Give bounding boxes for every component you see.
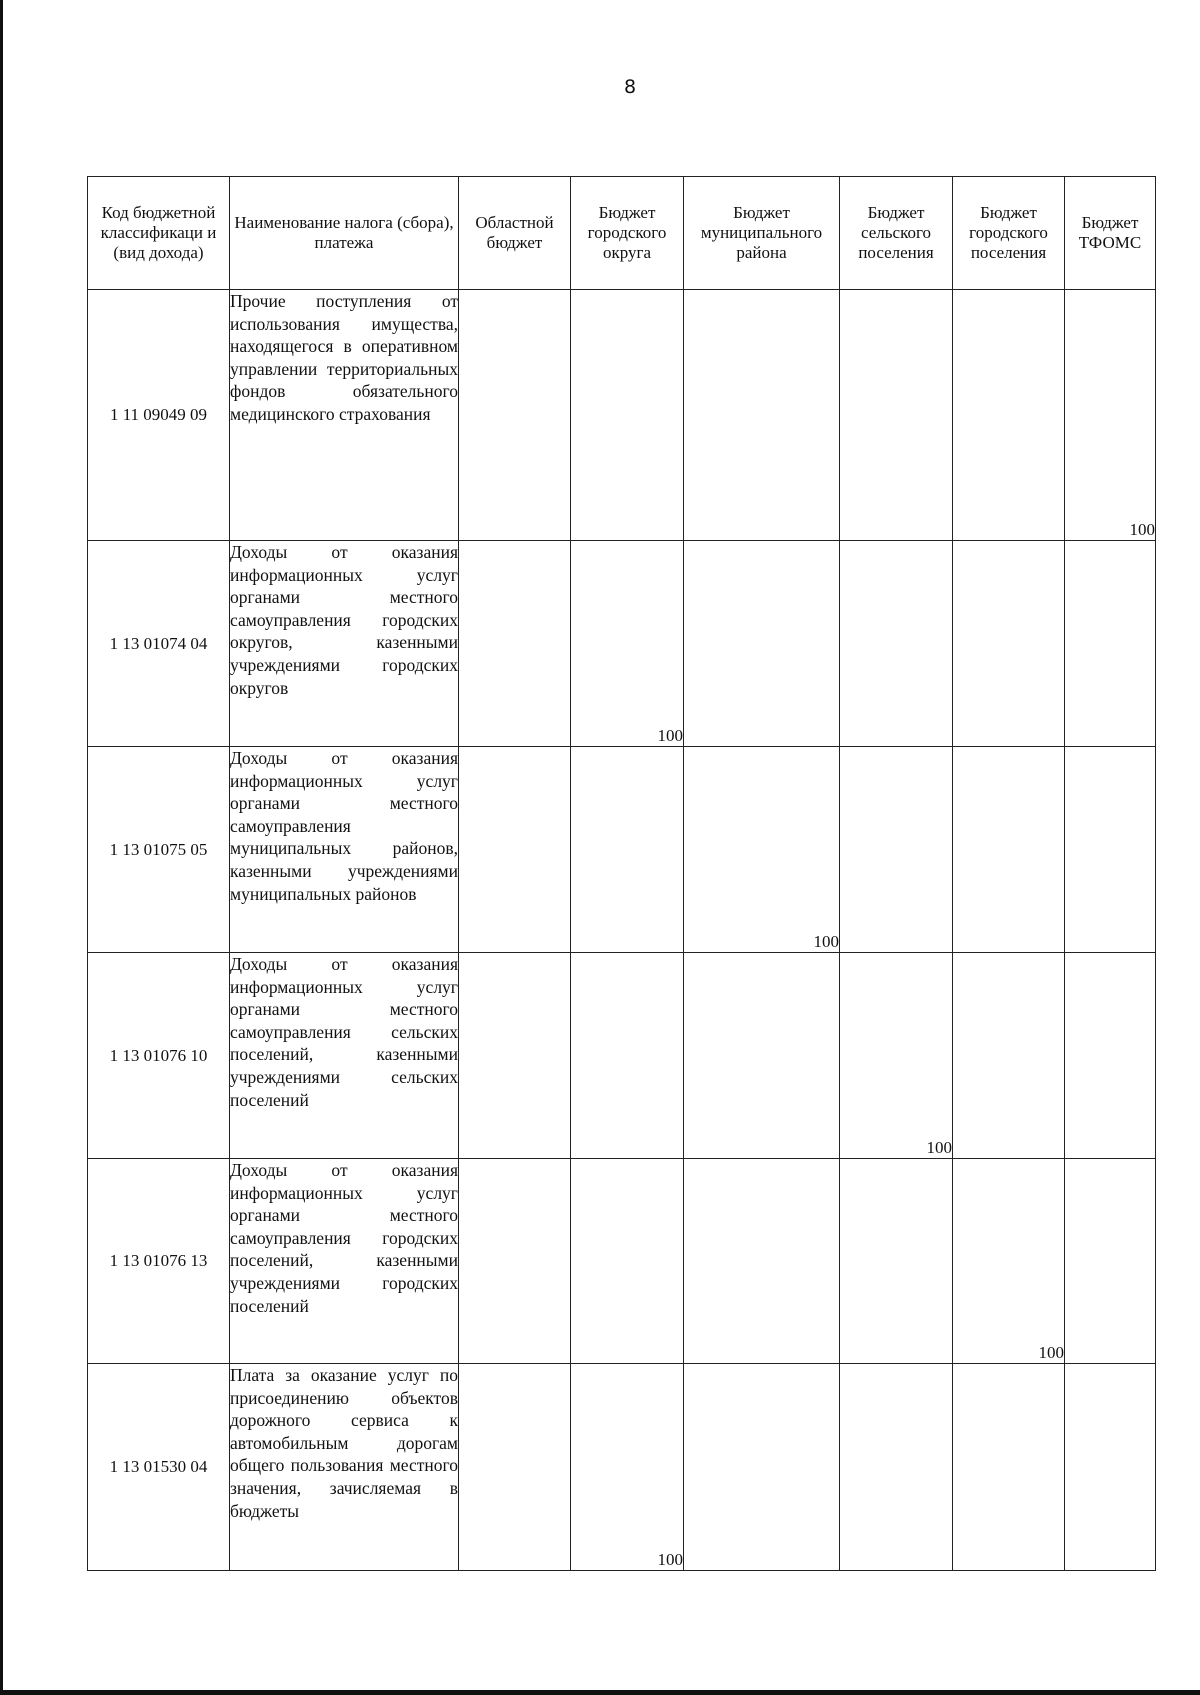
row-code: 1 13 01076 10 xyxy=(88,953,230,1159)
row-value-city-district: 100 xyxy=(571,541,684,747)
row-name: Прочие поступления от использования имущества, находящегося в оперативном управлении территориальных фондов обязательного медицинского страхования xyxy=(230,290,459,541)
header-name: Наименование налога (сбора), платежа xyxy=(230,177,459,290)
row-value-tfoms xyxy=(1065,541,1156,747)
row-name: Доходы от оказания информационных услуг органами местного самоуправления сельских поселений, казенными учреждениями сельских поселений xyxy=(230,953,459,1159)
row-code: 1 13 01075 05 xyxy=(88,747,230,953)
row-value-tfoms: 100 xyxy=(1065,290,1156,541)
row-value-regional xyxy=(459,290,571,541)
table-row xyxy=(88,1364,1156,1571)
row-value-tfoms xyxy=(1065,1364,1156,1571)
row-value-municipal-district xyxy=(684,541,840,747)
row-code: 1 11 09049 09 xyxy=(88,290,230,541)
header-urban-settlement-budget: Бюджет городского поселения xyxy=(953,177,1065,290)
table-row xyxy=(88,953,1156,1159)
table-row xyxy=(88,290,1156,541)
row-code: 1 13 01074 04 xyxy=(88,541,230,747)
header-tfoms-budget: Бюджет ТФОМС xyxy=(1065,177,1156,290)
row-value-urban-settlement xyxy=(953,1364,1065,1571)
row-code: 1 13 01530 04 xyxy=(88,1364,230,1571)
scan-left-border xyxy=(0,0,3,1695)
row-value-city-district xyxy=(571,290,684,541)
table-row xyxy=(88,1159,1156,1364)
row-value-tfoms xyxy=(1065,953,1156,1159)
scan-bottom-border xyxy=(0,1690,1200,1695)
header-rural-settlement-budget: Бюджет сельского поселения xyxy=(840,177,953,290)
table-row xyxy=(88,747,1156,953)
row-value-rural-settlement: 100 xyxy=(840,953,953,1159)
row-value-regional xyxy=(459,1364,571,1571)
row-code: 1 13 01076 13 xyxy=(88,1159,230,1364)
row-value-rural-settlement xyxy=(840,1159,953,1364)
row-value-regional xyxy=(459,541,571,747)
row-value-city-district: 100 xyxy=(571,1364,684,1571)
header-regional-budget: Областной бюджет xyxy=(459,177,571,290)
row-value-urban-settlement: 100 xyxy=(953,1159,1065,1364)
row-value-urban-settlement xyxy=(953,541,1065,747)
row-value-city-district xyxy=(571,747,684,953)
row-value-tfoms xyxy=(1065,747,1156,953)
row-name: Доходы от оказания информационных услуг органами местного самоуправления муниципальных районов, казенными учреждениями муниципальных районов xyxy=(230,747,459,953)
row-value-municipal-district xyxy=(684,953,840,1159)
row-name: Доходы от оказания информационных услуг органами местного самоуправления городских поселений, казенными учреждениями городских поселений xyxy=(230,1159,459,1364)
row-value-rural-settlement xyxy=(840,541,953,747)
header-code: Код бюджетной классификаци и (вид дохода) xyxy=(88,177,230,290)
table-row xyxy=(88,541,1156,747)
row-value-urban-settlement xyxy=(953,290,1065,541)
row-value-municipal-district: 100 xyxy=(684,747,840,953)
row-value-rural-settlement xyxy=(840,1364,953,1571)
row-value-tfoms xyxy=(1065,1159,1156,1364)
row-name: Доходы от оказания информационных услуг органами местного самоуправления городских округов, казенными учреждениями городских округов xyxy=(230,541,459,747)
table-header-row xyxy=(88,177,1156,290)
row-value-rural-settlement xyxy=(840,747,953,953)
row-value-city-district xyxy=(571,1159,684,1364)
header-city-district-budget: Бюджет городского округа xyxy=(571,177,684,290)
row-value-regional xyxy=(459,747,571,953)
row-value-municipal-district xyxy=(684,290,840,541)
row-value-urban-settlement xyxy=(953,747,1065,953)
row-name: Плата за оказание услуг по присоединению объектов дорожного сервиса к автомобильным дорогам общего пользования местного значения, зачисляемая в бюджеты xyxy=(230,1364,459,1571)
row-value-urban-settlement xyxy=(953,953,1065,1159)
page-number: 8 xyxy=(623,76,637,98)
row-value-regional xyxy=(459,953,571,1159)
row-value-city-district xyxy=(571,953,684,1159)
header-municipal-district-budget: Бюджет муниципального района xyxy=(684,177,840,290)
row-value-municipal-district xyxy=(684,1364,840,1571)
row-value-regional xyxy=(459,1159,571,1364)
budget-distribution-table xyxy=(87,176,1156,1571)
row-value-municipal-district xyxy=(684,1159,840,1364)
row-value-rural-settlement xyxy=(840,290,953,541)
